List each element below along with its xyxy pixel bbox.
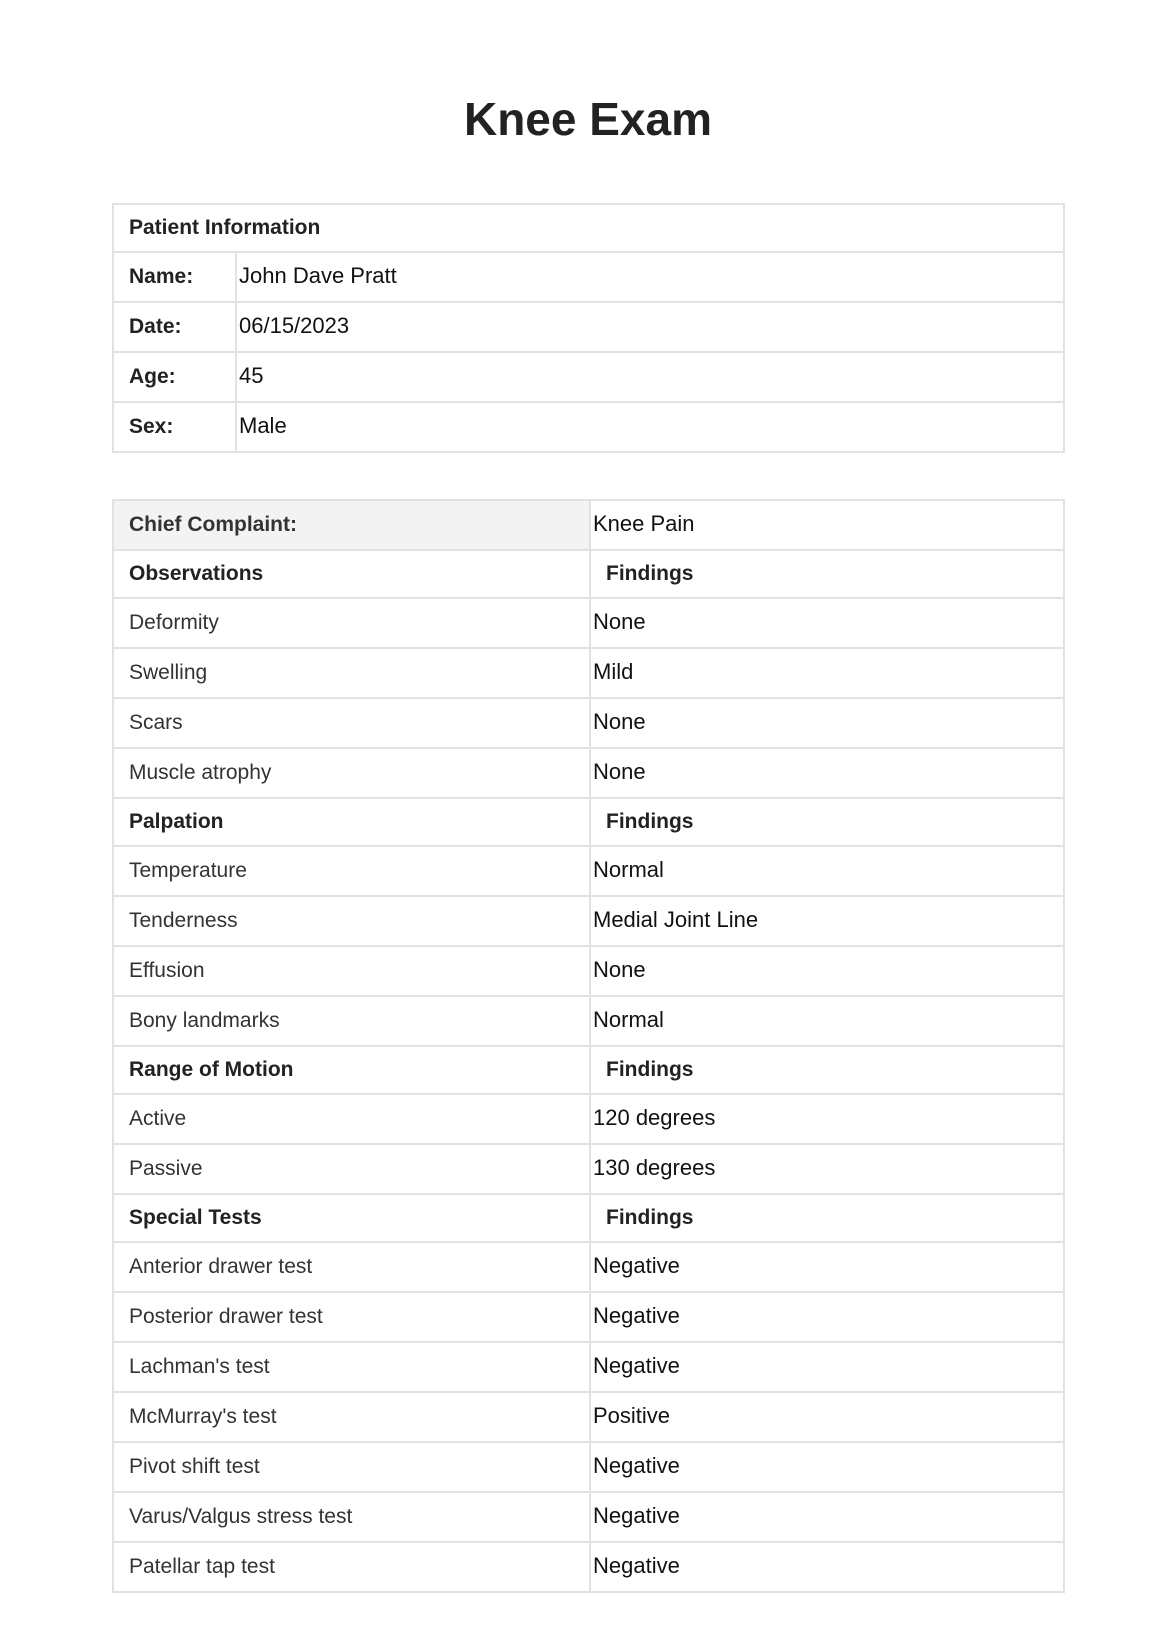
patient-field-label: Date:: [113, 302, 236, 352]
exam-finding: Normal: [590, 846, 1064, 896]
chief-complaint-row: [113, 500, 1064, 550]
patient-header-row: [113, 204, 1064, 252]
patient-row-date: [113, 302, 1064, 352]
exam-finding: None: [590, 946, 1064, 996]
exam-row: [113, 698, 1064, 748]
patient-row-name: [113, 252, 1064, 302]
exam-finding: Normal: [590, 996, 1064, 1046]
exam-item: Active: [113, 1094, 590, 1144]
exam-row: [113, 1292, 1064, 1342]
chief-complaint-label: Chief Complaint:: [113, 500, 590, 550]
findings-header: Findings: [590, 798, 1064, 846]
exam-item: Posterior drawer test: [113, 1292, 590, 1342]
exam-item: Patellar tap test: [113, 1542, 590, 1592]
exam-finding: Negative: [590, 1442, 1064, 1492]
exam-item: Deformity: [113, 598, 590, 648]
patient-field-label: Name:: [113, 252, 236, 302]
exam-finding: 120 degrees: [590, 1094, 1064, 1144]
exam-item: Tenderness: [113, 896, 590, 946]
patient-field-value: Male: [236, 402, 1064, 452]
exam-finding: Positive: [590, 1392, 1064, 1442]
findings-header: Findings: [590, 1046, 1064, 1094]
patient-row-age: [113, 352, 1064, 402]
patient-field-value: John Dave Pratt: [236, 252, 1064, 302]
exam-row: [113, 1492, 1064, 1542]
section-header-observations: [113, 550, 1064, 598]
section-header-special-tests: [113, 1194, 1064, 1242]
exam-row: [113, 598, 1064, 648]
findings-header: Findings: [590, 1194, 1064, 1242]
exam-item: Scars: [113, 698, 590, 748]
exam-row: [113, 1342, 1064, 1392]
section-title: Observations: [113, 550, 590, 598]
exam-item: Effusion: [113, 946, 590, 996]
exam-item: Temperature: [113, 846, 590, 896]
exam-item: Muscle atrophy: [113, 748, 590, 798]
exam-finding: None: [590, 698, 1064, 748]
exam-row: [113, 1392, 1064, 1442]
patient-information-table: [112, 203, 1065, 453]
section-title: Special Tests: [113, 1194, 590, 1242]
patient-info-header: Patient Information: [113, 204, 1064, 252]
exam-finding: None: [590, 748, 1064, 798]
patient-field-label: Age:: [113, 352, 236, 402]
patient-field-value: 45: [236, 352, 1064, 402]
exam-row: [113, 896, 1064, 946]
section-header-palpation: [113, 798, 1064, 846]
patient-field-label: Sex:: [113, 402, 236, 452]
exam-finding: 130 degrees: [590, 1144, 1064, 1194]
exam-item: Swelling: [113, 648, 590, 698]
exam-finding: Negative: [590, 1342, 1064, 1392]
section-header-range-of-motion: [113, 1046, 1064, 1094]
exam-row: [113, 996, 1064, 1046]
exam-item: Pivot shift test: [113, 1442, 590, 1492]
chief-complaint-value: Knee Pain: [590, 500, 1064, 550]
section-title: Palpation: [113, 798, 590, 846]
exam-row: [113, 748, 1064, 798]
exam-item: Bony landmarks: [113, 996, 590, 1046]
exam-item: McMurray's test: [113, 1392, 590, 1442]
exam-row: [113, 1442, 1064, 1492]
exam-finding: Medial Joint Line: [590, 896, 1064, 946]
exam-item: Lachman's test: [113, 1342, 590, 1392]
exam-row: [113, 1144, 1064, 1194]
exam-row: [113, 1542, 1064, 1592]
exam-row: [113, 1094, 1064, 1144]
section-title: Range of Motion: [113, 1046, 590, 1094]
findings-header: Findings: [590, 550, 1064, 598]
exam-item: Passive: [113, 1144, 590, 1194]
exam-row: [113, 946, 1064, 996]
exam-finding: Negative: [590, 1542, 1064, 1592]
exam-row: [113, 648, 1064, 698]
exam-finding: Negative: [590, 1292, 1064, 1342]
exam-finding: Mild: [590, 648, 1064, 698]
exam-item: Varus/Valgus stress test: [113, 1492, 590, 1542]
exam-row: [113, 1242, 1064, 1292]
patient-field-value: 06/15/2023: [236, 302, 1064, 352]
page-title: Knee Exam: [463, 93, 712, 145]
exam-row: [113, 846, 1064, 896]
exam-finding: Negative: [590, 1492, 1064, 1542]
exam-item: Anterior drawer test: [113, 1242, 590, 1292]
exam-finding: Negative: [590, 1242, 1064, 1292]
exam-table: [112, 499, 1065, 1593]
patient-row-sex: [113, 402, 1064, 452]
exam-finding: None: [590, 598, 1064, 648]
